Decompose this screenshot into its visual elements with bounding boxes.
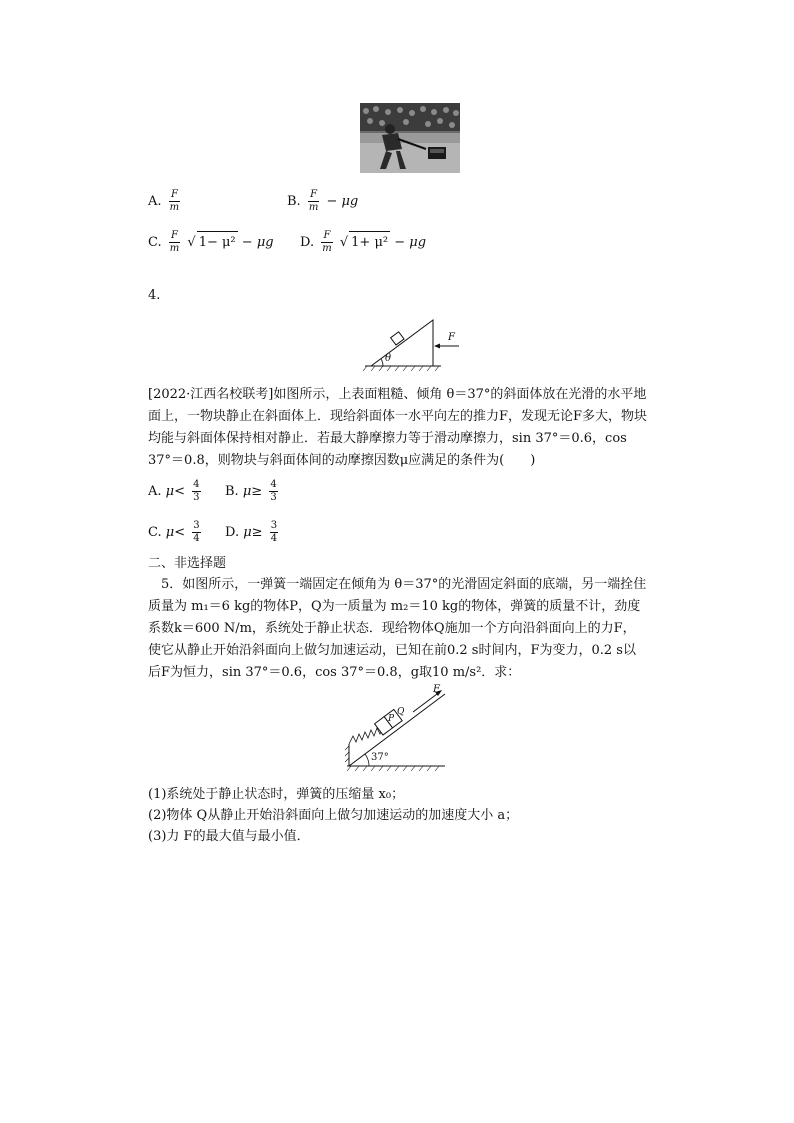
q3-option-c	[148, 230, 274, 255]
fraction: $\frac{4}{3}$	[193, 479, 200, 503]
q5-stem: 5．如图所示，一弹簧一端固定在倾角为 θ＝37°的光滑固定斜面的底端，另一端拴住质量为 m₁＝6 kg的物体P，Q为一质量为 m₂＝10 kg的物体，弹簧的质量不计，劲度系数k＝600 N/m，系统处于静止状态．现给物体Q施加一个方向沿斜面向上的力F，使它从静止开始沿斜面向上做匀加速运动，已知在前0.2 s时间内，F为变力，0.2 s以后F为恒力，sin 37°＝0.6，cos 37°＝0.8，g取10 m/s²．求：	[148, 577, 647, 680]
block-q-label: Q	[397, 707, 405, 717]
relation: μ≥	[242, 484, 263, 499]
q4-incline-figure	[363, 314, 473, 372]
q4-option-b: B. μ≥ $\frac{4}{3}$	[225, 479, 277, 503]
radical-sign: √	[187, 235, 196, 250]
relation: μ<	[165, 484, 186, 499]
q4-option-a: A. μ< $\frac{4}{3}$	[148, 479, 200, 503]
q5-part-2: (2)物体 Q从静止开始沿斜面向上做匀加速运动的加速度大小 a；	[148, 808, 519, 823]
q5-spring-incline-figure	[345, 686, 465, 772]
option-letter: A.	[148, 194, 162, 209]
radicand: 1− μ²	[197, 231, 238, 254]
q4-option-d: D. μ≥ $\frac{3}{4}$	[225, 520, 278, 544]
fraction: $\frac{F}{m}$	[169, 230, 180, 254]
radical-sign: √	[339, 235, 349, 250]
fraction: $\frac{F}{m}$	[322, 230, 332, 254]
q4-number: 4.	[148, 288, 161, 303]
option-letter: D.	[300, 235, 315, 250]
angle-label: θ	[385, 353, 392, 364]
q3-option-d	[300, 230, 426, 255]
athlete-photo	[360, 103, 460, 173]
q5-part-1: (1)系统处于静止状态时，弹簧的压缩量 x₀；	[148, 787, 405, 802]
radicand: 1+ μ²	[349, 231, 390, 254]
fraction: $\frac{3}{4}$	[270, 520, 278, 544]
q4-option-c: C. μ< $\frac{3}{4}$	[148, 520, 200, 544]
angle-label: 37°	[371, 752, 389, 763]
q3-option-b	[287, 189, 358, 214]
option-letter: C.	[148, 235, 162, 250]
option-tail: − μg	[394, 235, 427, 250]
fraction: $\frac{F}{m}$	[308, 189, 319, 213]
relation: μ≥	[243, 525, 263, 540]
option-letter: B.	[287, 194, 301, 209]
force-label: F	[433, 684, 440, 695]
q4-stem: [2022·江西名校联考]如图所示，上表面粗糙、倾角 θ＝37°的斜面体放在光滑的水平地面上，一物块静止在斜面体上．现给斜面体一水平向左的推力F，发现无论F多大，物块均能与斜面体保持相对静止．若最大静摩擦力等于滑动摩擦力，sin 37°＝0.6，cos 37°＝0.8，则物块与斜面体间的动摩擦因数μ应满足的条件为( )	[148, 387, 648, 468]
section-heading: 二、非选择题	[148, 556, 227, 571]
force-label: F	[448, 332, 455, 343]
fraction: $\frac{F}{m}$	[169, 189, 180, 213]
relation: μ<	[165, 525, 186, 540]
block-p-label: P	[388, 714, 395, 724]
q5-part-3: (3)力 F的最大值与最小值．	[148, 829, 310, 844]
option-tail: − μg	[241, 235, 274, 250]
fraction: $\frac{4}{3}$	[270, 479, 277, 503]
q3-option-a	[148, 189, 183, 214]
option-tail: − μg	[326, 194, 359, 209]
fraction: $\frac{3}{4}$	[193, 520, 200, 544]
